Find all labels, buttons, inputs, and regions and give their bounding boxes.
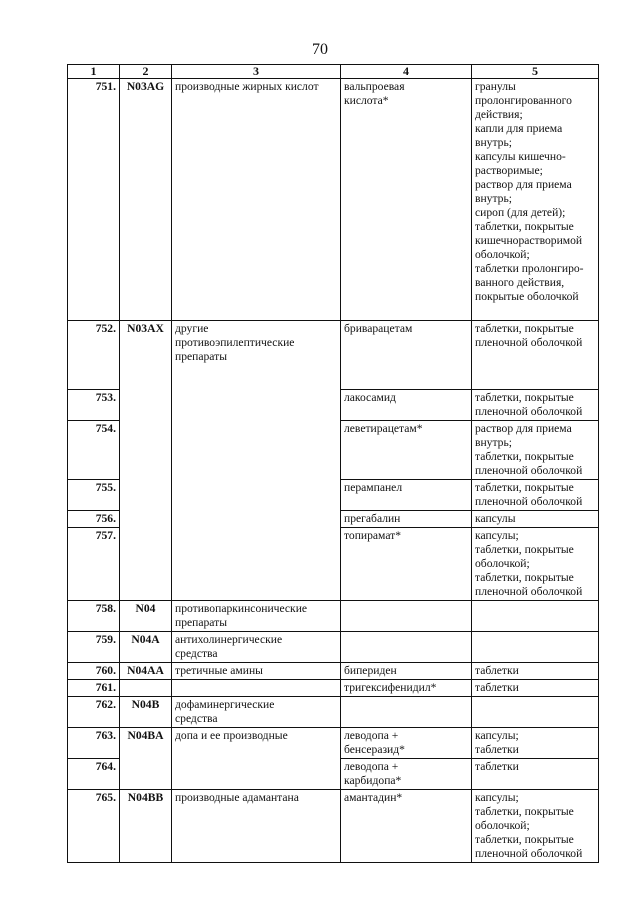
row-number: 753.	[68, 390, 120, 421]
column-header: 5	[472, 65, 599, 79]
dosage-forms-line: пленочной оболочкой	[475, 336, 583, 349]
group-name	[172, 601, 341, 632]
row-number: 755.	[68, 480, 120, 511]
dosage-forms-line: таблетки, покрытые	[475, 805, 574, 818]
atc-code	[120, 680, 172, 697]
dosage-forms	[472, 790, 599, 863]
column-header: 1	[68, 65, 120, 79]
table-row	[68, 79, 599, 321]
row-number: 764.	[68, 759, 120, 790]
group-name	[172, 728, 341, 759]
group-name-line: антихолинергические	[175, 633, 283, 646]
group-name	[172, 632, 341, 663]
row-number: 760.	[68, 663, 120, 680]
drug-name-line: карбидопа*	[344, 774, 402, 787]
table-row	[68, 632, 599, 663]
dosage-forms	[472, 528, 599, 601]
dosage-forms	[472, 632, 599, 663]
group-name	[172, 421, 341, 480]
row-number: 757.	[68, 528, 120, 601]
group-name-line: производные адамантана	[175, 791, 299, 804]
dosage-forms	[472, 480, 599, 511]
header-row	[68, 65, 599, 79]
dosage-forms-line: оболочкой;	[475, 819, 530, 832]
dosage-forms	[472, 601, 599, 632]
group-name-line: средства	[175, 712, 218, 725]
group-name-line: противопаркинсонические	[175, 602, 308, 615]
atc-code: N04B	[120, 697, 172, 728]
dosage-forms-line: таблетки	[475, 743, 519, 756]
table-row	[68, 528, 599, 601]
drug-name-line: тригексифенидил*	[344, 681, 437, 694]
atc-code	[120, 759, 172, 790]
dosage-forms-line: таблетки, покрытые	[475, 833, 574, 846]
table-row	[68, 390, 599, 421]
dosage-forms-line: таблетки, покрытые	[475, 571, 574, 584]
row-number: 761.	[68, 680, 120, 697]
group-name	[172, 511, 341, 528]
group-name	[172, 390, 341, 421]
drug-name-line: прегабалин	[344, 512, 401, 525]
group-name	[172, 79, 341, 321]
atc-code: N04A	[120, 632, 172, 663]
atc-code	[120, 480, 172, 511]
drug-table	[67, 64, 599, 863]
dosage-forms-line: кишечнорастворимой	[475, 234, 583, 247]
row-number: 754.	[68, 421, 120, 480]
atc-code: N04AA	[120, 663, 172, 680]
group-name	[172, 321, 341, 390]
dosage-forms	[472, 663, 599, 680]
row-number: 762.	[68, 697, 120, 728]
dosage-forms	[472, 759, 599, 790]
drug-name-line: леводопа +	[344, 729, 399, 742]
dosage-forms-line: таблетки	[475, 760, 519, 773]
dosage-forms-line: пленочной оболочкой	[475, 495, 583, 508]
group-name	[172, 680, 341, 697]
table-body	[68, 79, 599, 863]
dosage-forms	[472, 390, 599, 421]
dosage-forms-line: таблетки	[475, 664, 519, 677]
dosage-forms-line: раствор для приема	[475, 422, 572, 435]
dosage-forms-line: оболочкой;	[475, 557, 530, 570]
dosage-forms	[472, 421, 599, 480]
atc-code	[120, 421, 172, 480]
table-row	[68, 421, 599, 480]
drug-name-line: бриварацетам	[344, 322, 413, 335]
dosage-forms-line: таблетки, покрытые	[475, 450, 574, 463]
dosage-forms-line: капсулы;	[475, 791, 519, 804]
dosage-forms-line: таблетки пролонгиро-	[475, 262, 584, 275]
drug-name-line: бенсеразид*	[344, 743, 405, 756]
dosage-forms-line: внутрь;	[475, 136, 512, 149]
drug-name	[341, 728, 472, 759]
atc-code	[120, 528, 172, 601]
column-header: 3	[172, 65, 341, 79]
row-number: 759.	[68, 632, 120, 663]
dosage-forms	[472, 79, 599, 321]
drug-name	[341, 697, 472, 728]
dosage-forms-line: раствор для приема	[475, 178, 572, 191]
dosage-forms	[472, 321, 599, 390]
drug-name	[341, 390, 472, 421]
drug-name	[341, 680, 472, 697]
dosage-forms-line: пленочной оболочкой	[475, 585, 583, 598]
dosage-forms-line: оболочкой;	[475, 248, 530, 261]
group-name	[172, 480, 341, 511]
drug-name-line: амантадин*	[344, 791, 403, 804]
drug-name	[341, 663, 472, 680]
dosage-forms-line: капсулы кишечно-	[475, 150, 566, 163]
drug-name	[341, 790, 472, 863]
group-name-line: противоэпилептические	[175, 336, 295, 349]
dosage-forms-line: пленочной оболочкой	[475, 464, 583, 477]
dosage-forms-line: таблетки	[475, 681, 519, 694]
dosage-forms	[472, 697, 599, 728]
group-name-line: препараты	[175, 350, 227, 363]
drug-name	[341, 421, 472, 480]
drug-name	[341, 480, 472, 511]
dosage-forms-line: таблетки, покрытые	[475, 481, 574, 494]
drug-name	[341, 321, 472, 390]
dosage-forms-line: сироп (для детей);	[475, 206, 566, 219]
group-name-line: препараты	[175, 616, 227, 629]
drug-name-line: леводопа +	[344, 760, 399, 773]
group-name-line: другие	[175, 322, 209, 335]
table-row	[68, 759, 599, 790]
group-name	[172, 790, 341, 863]
dosage-forms	[472, 511, 599, 528]
table-row	[68, 790, 599, 863]
table-row	[68, 601, 599, 632]
group-name	[172, 663, 341, 680]
group-name-line: третичные амины	[175, 664, 263, 677]
drug-name-line: леветирацетам*	[344, 422, 423, 435]
table-row	[68, 480, 599, 511]
table-row	[68, 697, 599, 728]
dosage-forms-line: пленочной оболочкой	[475, 847, 583, 860]
table-row	[68, 728, 599, 759]
atc-code: N04BA	[120, 728, 172, 759]
drug-name-line: вальпроевая	[344, 80, 405, 93]
dosage-forms-line: внутрь;	[475, 192, 512, 205]
column-header: 2	[120, 65, 172, 79]
row-number: 756.	[68, 511, 120, 528]
dosage-forms-line: пленочной оболочкой	[475, 405, 583, 418]
group-name	[172, 697, 341, 728]
drug-name	[341, 528, 472, 601]
group-name	[172, 759, 341, 790]
drug-name	[341, 79, 472, 321]
group-name-line: дофаминергические	[175, 698, 275, 711]
drug-name	[341, 511, 472, 528]
dosage-forms	[472, 680, 599, 697]
dosage-forms-line: таблетки, покрытые	[475, 391, 574, 404]
row-number: 765.	[68, 790, 120, 863]
group-name	[172, 528, 341, 601]
atc-code	[120, 390, 172, 421]
dosage-forms-line: капли для приема	[475, 122, 563, 135]
dosage-forms-line: таблетки, покрытые	[475, 543, 574, 556]
atc-code: N03AX	[120, 321, 172, 390]
page-number: 70	[312, 41, 328, 58]
drug-name-line: перампанел	[344, 481, 403, 494]
atc-code	[120, 511, 172, 528]
column-header: 4	[341, 65, 472, 79]
dosage-forms-line: ванного действия,	[475, 276, 565, 289]
dosage-forms-line: покрытые оболочкой	[475, 290, 579, 303]
dosage-forms	[472, 728, 599, 759]
table-row	[68, 680, 599, 697]
group-name-line: производные жирных кислот	[175, 80, 319, 93]
atc-code: N04	[120, 601, 172, 632]
group-name-line: средства	[175, 647, 218, 660]
drug-name-line: кислота*	[344, 94, 389, 107]
row-number: 752.	[68, 321, 120, 390]
atc-code: N04BB	[120, 790, 172, 863]
drug-name	[341, 632, 472, 663]
dosage-forms-line: капсулы;	[475, 529, 519, 542]
row-number: 751.	[68, 79, 120, 321]
drug-name-line: бипериден	[344, 664, 397, 677]
drug-name	[341, 759, 472, 790]
row-number: 763.	[68, 728, 120, 759]
drug-name-line: лакосамид	[344, 391, 396, 404]
table-row	[68, 511, 599, 528]
row-number: 758.	[68, 601, 120, 632]
drug-name	[341, 601, 472, 632]
table-row	[68, 321, 599, 390]
drug-name-line: топирамат*	[344, 529, 402, 542]
dosage-forms-line: таблетки, покрытые	[475, 322, 574, 335]
dosage-forms-line: капсулы	[475, 512, 516, 525]
dosage-forms-line: таблетки, покрытые	[475, 220, 574, 233]
dosage-forms-line: гранулы	[475, 80, 516, 93]
dosage-forms-line: действия;	[475, 108, 523, 121]
dosage-forms-line: пролонгированного	[475, 94, 572, 107]
dosage-forms-line: внутрь;	[475, 436, 512, 449]
table-row	[68, 663, 599, 680]
dosage-forms-line: растворимые;	[475, 164, 543, 177]
group-name-line: допа и ее производные	[175, 729, 288, 742]
dosage-forms-line: капсулы;	[475, 729, 519, 742]
atc-code: N03AG	[120, 79, 172, 321]
